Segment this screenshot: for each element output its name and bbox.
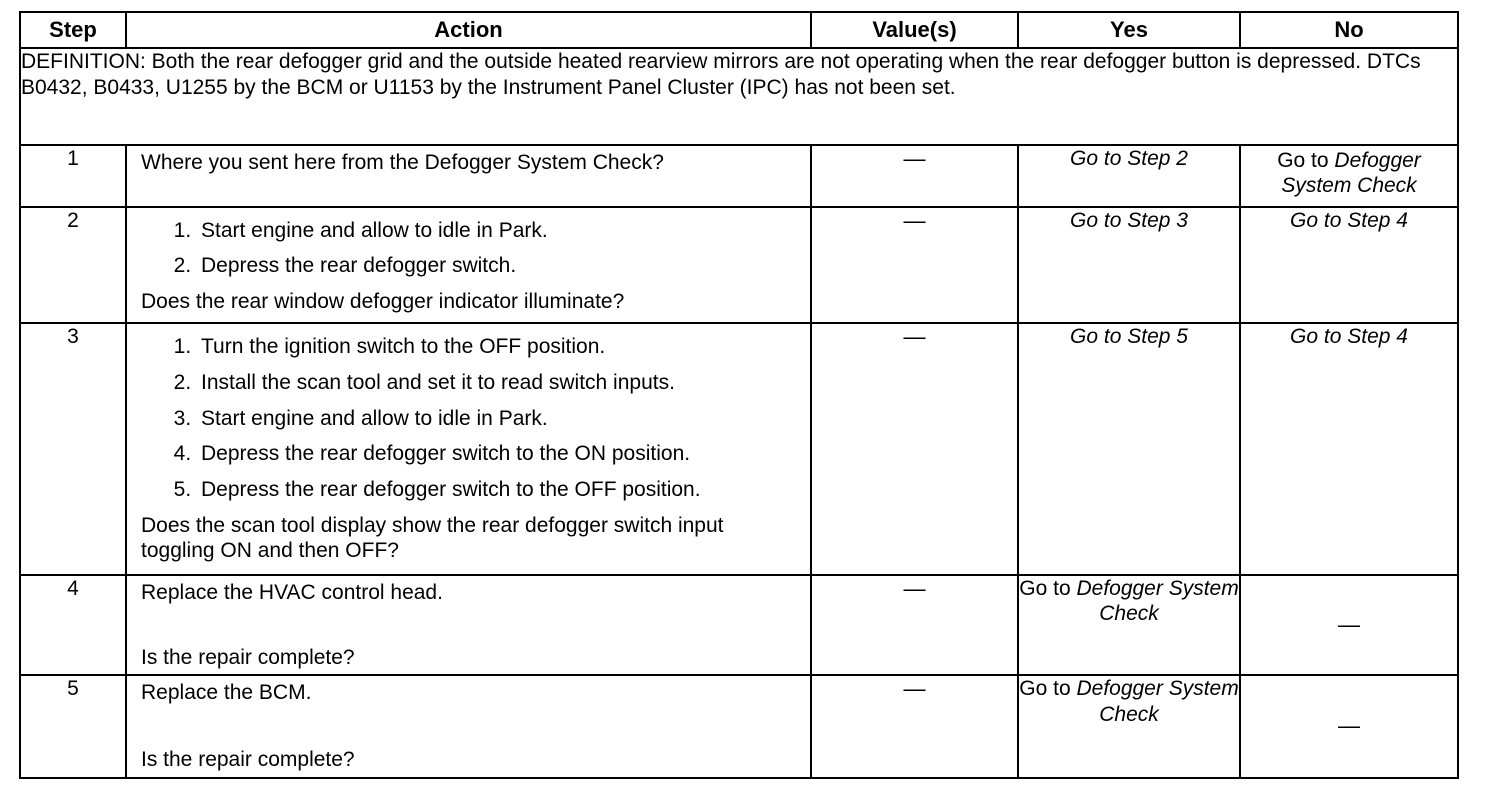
question-text: Is the repair complete? (141, 645, 355, 669)
yes-cell (1018, 207, 1240, 324)
action-text (127, 208, 810, 323)
table-row (20, 323, 1458, 574)
header-values: Value(s) (811, 12, 1018, 48)
yes-link[interactable]: Go to Step 5 (1070, 325, 1188, 349)
yes-link[interactable] (1019, 577, 1238, 626)
no-cell (1240, 145, 1458, 207)
table-row (20, 145, 1458, 207)
no-cell (1240, 207, 1458, 324)
no-link[interactable]: Go to Step 4 (1290, 208, 1408, 232)
header-row (20, 12, 1458, 48)
yes-link[interactable]: Go to Step 3 (1070, 208, 1188, 232)
action-cell (126, 575, 811, 676)
no-link[interactable]: Go to Step 4 (1290, 325, 1408, 349)
action-steps (141, 334, 800, 502)
instruction-text: Replace the HVAC control head. (141, 580, 443, 604)
value-cell (811, 323, 1018, 574)
no-cell (1240, 575, 1458, 676)
definition-text: DEFINITION: Both the rear defogger grid and the outside heated rearview mirrors are not operating when the rear defogger button is depressed. DTCs B0432, B0433, U1255 by the BCM or U1153 by the Instrument Panel Cluster (IPC) has not been set. (20, 48, 1458, 145)
no-cell (1240, 675, 1458, 778)
header-step: Step (20, 12, 126, 48)
action-cell (126, 323, 811, 574)
no-link[interactable] (1277, 149, 1421, 198)
yes-ref: Defogger System Check (1076, 677, 1239, 726)
yes-prefix: Go to (1019, 677, 1077, 701)
action-step-item: 5. Depress the rear defogger switch to the OFF position. (197, 477, 800, 503)
action-text (127, 324, 810, 573)
question-text: Where you sent here from the Defogger System Check? (141, 150, 664, 174)
table-row (20, 207, 1458, 324)
no-ref: Defogger System Check (1281, 148, 1421, 198)
yes-cell (1018, 575, 1240, 676)
action-text (127, 146, 810, 206)
action-steps (141, 218, 800, 279)
action-step-item: 3. Start engine and allow to idle in Park. (197, 406, 800, 432)
yes-cell (1018, 323, 1240, 574)
action-step-item: 2. Install the scan tool and set it to read switch inputs. (197, 370, 800, 396)
value-cell (811, 207, 1018, 324)
step-number: 4 (20, 575, 126, 676)
value-dash: — (903, 207, 926, 233)
instruction-text: Replace the BCM. (141, 681, 312, 705)
action-text (127, 676, 810, 777)
yes-prefix: Go to (1019, 576, 1077, 600)
table-row (20, 575, 1458, 676)
yes-ref: Defogger System Check (1076, 576, 1239, 626)
step-number: 5 (20, 675, 126, 778)
value-dash: — (903, 575, 926, 601)
action-cell (126, 207, 811, 324)
step-number: 2 (20, 207, 126, 324)
yes-link[interactable]: Go to Step 2 (1070, 146, 1188, 170)
no-dash: — (1338, 713, 1360, 739)
value-cell (811, 575, 1018, 676)
question-text: Does the rear window defogger indicator illuminate? (141, 290, 625, 314)
action-cell (126, 675, 811, 778)
question-text: Does the scan tool display show the rear defogger switch input toggling ON and then OFF? (141, 513, 724, 563)
no-cell (1240, 323, 1458, 574)
value-cell (811, 675, 1018, 778)
step-number: 1 (20, 145, 126, 207)
value-dash: — (903, 145, 926, 171)
diagnostic-table (19, 11, 1459, 779)
question-text: Is the repair complete? (141, 748, 355, 772)
value-dash: — (903, 676, 926, 702)
action-cell (126, 145, 811, 207)
yes-link[interactable] (1019, 677, 1238, 726)
action-step-item: 4. Depress the rear defogger switch to the ON position. (197, 441, 800, 467)
yes-cell (1018, 675, 1240, 778)
no-dash: — (1338, 611, 1360, 637)
action-step-item: 1. Turn the ignition switch to the OFF position. (197, 334, 800, 360)
table-row (20, 675, 1458, 778)
header-no: No (1240, 12, 1458, 48)
yes-cell (1018, 145, 1240, 207)
definition-row (20, 48, 1458, 145)
header-action: Action (126, 12, 811, 48)
value-dash: — (903, 324, 926, 350)
action-step-item: 2. Depress the rear defogger switch. (197, 253, 800, 279)
action-text (127, 576, 810, 675)
step-number: 3 (20, 323, 126, 574)
no-prefix: Go to (1277, 148, 1335, 172)
action-step-item: 1. Start engine and allow to idle in Park. (197, 218, 800, 244)
value-cell (811, 145, 1018, 207)
header-yes: Yes (1018, 12, 1240, 48)
